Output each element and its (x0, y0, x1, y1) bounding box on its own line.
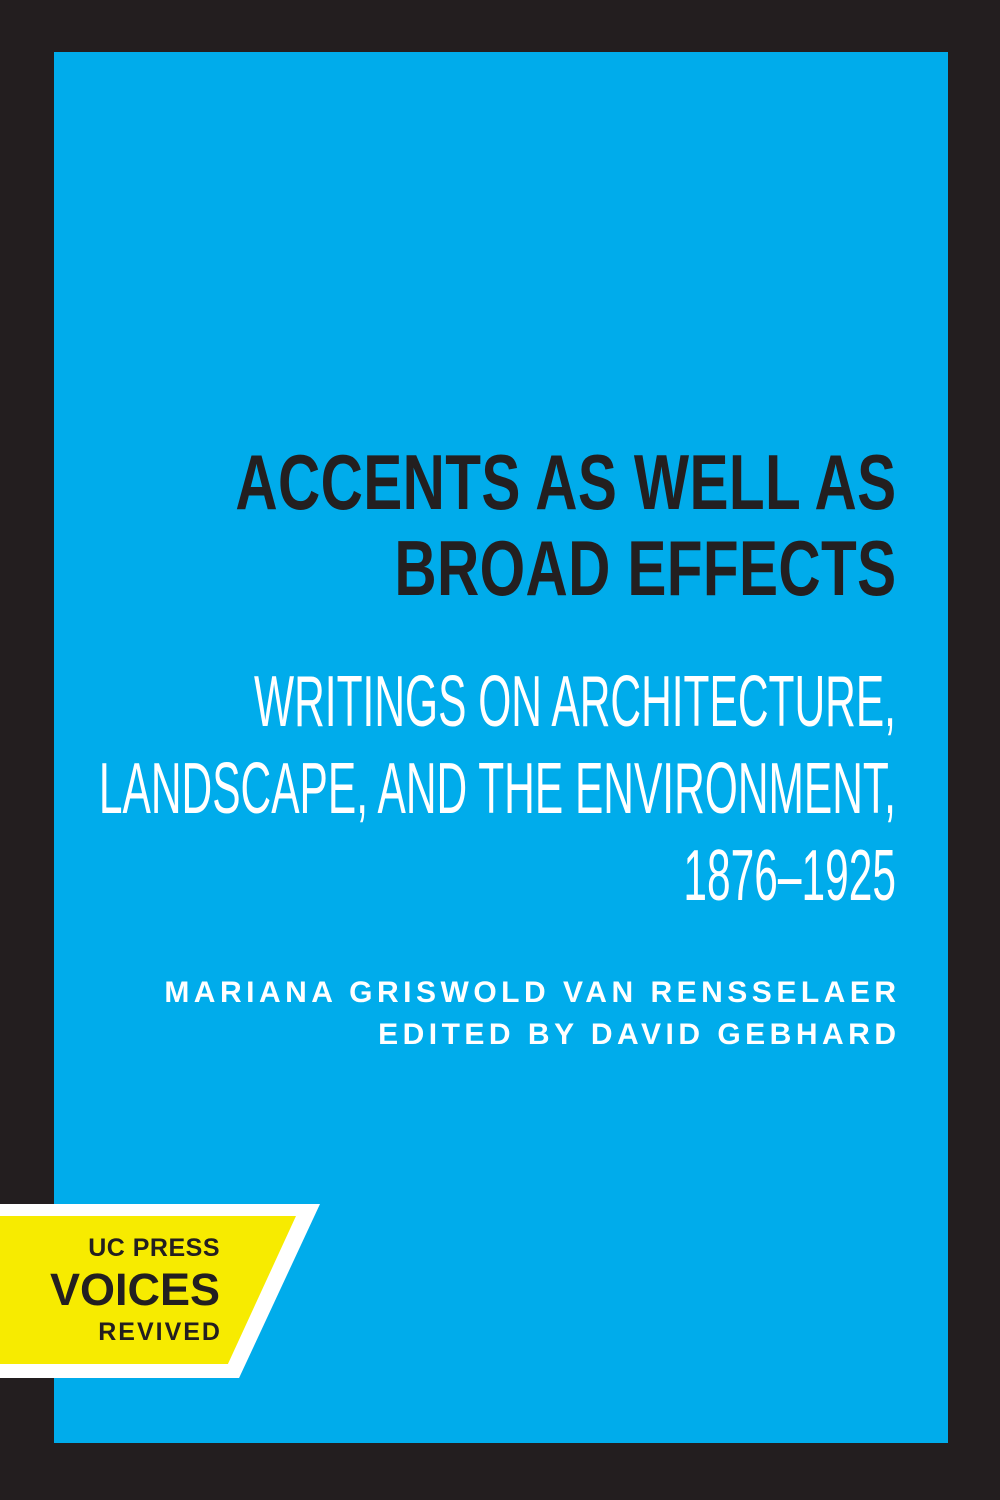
subtitle-line-2: LANDSCAPE, AND THE ENVIRONMENT, (98, 749, 896, 829)
title-line-2: BROAD EFFECTS (393, 524, 896, 612)
title-line-1: ACCENTS AS WELL AS (234, 438, 896, 526)
editor-credit: EDITED BY DAVID GEBHARD (378, 1018, 901, 1051)
book-subtitle (0, 659, 896, 920)
subtitle-line-3: 1876–1925 (683, 836, 896, 916)
author-credits (164, 972, 901, 1056)
badge-series-qualifier: REVIVED (98, 1318, 222, 1346)
book-title (15, 439, 896, 611)
badge-publisher-label: UC PRESS (88, 1234, 220, 1262)
subtitle-line-1: WRITINGS ON ARCHITECTURE, (254, 662, 896, 742)
voices-revived-badge-text (0, 1216, 220, 1345)
author-name: MARIANA GRISWOLD VAN RENSSELAER (164, 976, 901, 1009)
badge-series-name: VOICES (49, 1264, 220, 1315)
